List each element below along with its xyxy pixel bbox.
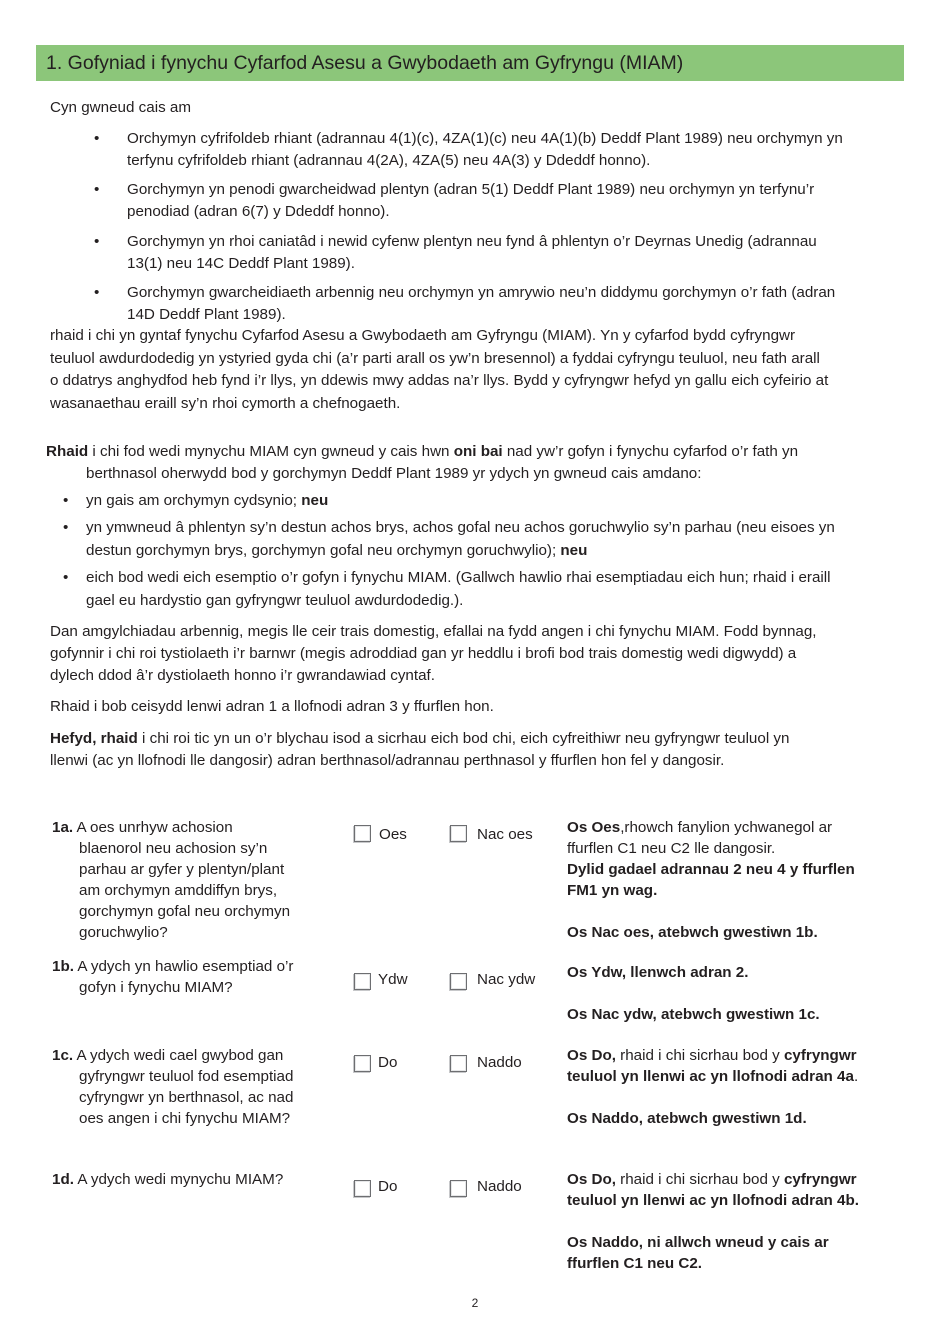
option-label: Oes <box>379 826 407 843</box>
bullet: • <box>63 519 69 536</box>
option-label: Nac oes <box>477 826 533 843</box>
checkbox-1b-yes[interactable] <box>354 973 371 990</box>
every-applicant-text: Rhaid i bob ceisydd lenwi adran 1 a llofnodi adran 3 y ffurflen hon. <box>50 698 494 715</box>
checkbox-1d-yes[interactable] <box>354 1180 371 1197</box>
checkbox-1d-no[interactable] <box>450 1180 467 1197</box>
list-item: yn gais am orchymyn cydsynio; neu <box>86 492 329 509</box>
miam-info-paragraph: rhaid i chi yn gyntaf fynychu Cyfarfod Asesu a Gwybodaeth am Gyfryngu (MIAM). Yn y cyfarfod bydd cyfryngwr teuluol awdurdodedig yn ystyried gyda chi (a’r parti arall os yw’n bresennol) a fyddai cyfryngu teuluol, neu fath arall o ddatrys anghydfod heb fynd i’r llys, yn ddewis mwy addas na’r llys. Bydd y cyfryngwr hefyd yn gallu eich cyfeirio at wasanaethau eraill sy’n rhoi cymorth a chefnogaeth. <box>50 327 829 412</box>
option-label: Ydw <box>378 971 408 988</box>
list-item: Gorchymyn gwarcheidiaeth arbennig neu orchymyn yn amrywio neu’n diddymu gorchymyn o’r fath (adran 14D Deddf Plant 1989). <box>127 284 836 323</box>
question-guidance: Os Do, rhaid i chi sicrhau bod y cyfryngwr teuluol yn llenwi ac yn llofnodi adran 4b. Os Naddo, ni allwch wneud y cais ar ffurflen C1 neu C2. <box>567 1171 859 1272</box>
intro-text: Cyn gwneud cais am <box>50 99 191 116</box>
question-text: 1a. A oes unrhyw achosion blaenorol neu achosion sy’n parhau ar gyfer y plentyn/plant am orchymyn amddiffyn brys, gorchymyn gofal neu orchymyn goruchwylio? <box>52 819 291 941</box>
option-label: Do <box>378 1178 398 1195</box>
bullet: • <box>63 569 69 586</box>
question-text: 1d. A ydych wedi mynychu MIAM? <box>52 1171 284 1188</box>
page-number: 2 <box>471 1296 479 1310</box>
question-text: 1b. A ydych yn hawlio esemptiad o’r gofyn i fynychu MIAM? <box>52 958 294 996</box>
option-label: Naddo <box>477 1178 522 1195</box>
question-guidance: Os Ydw, llenwch adran 2. Os Nac ydw, atebwch gwestiwn 1c. <box>567 964 820 1023</box>
bullet: • <box>94 284 100 301</box>
question-guidance: Os Do, rhaid i chi sicrhau bod y cyfryngwr teuluol yn llenwi ac yn llofnodi adran 4a. Os Naddo, atebwch gwestiwn 1d. <box>567 1047 859 1127</box>
list-item: Gorchymyn yn penodi gwarcheidwad plentyn (adran 5(1) Deddf Plant 1989) neu orchymyn yn terfynu’r penodiad (adran 6(7) y Ddeddf honno). <box>127 181 815 220</box>
checkbox-1a-no[interactable] <box>450 825 467 842</box>
checkbox-1c-yes[interactable] <box>354 1055 371 1072</box>
must-attend-paragraph: Rhaid i chi fod wedi mynychu MIAM cyn gwneud y cais hwn oni bai nad yw’r gofyn i fynychu cyfarfod o’r fath yn berthnasol oherwydd bod y gorchymyn Deddf Plant 1989 yr ydych yn gwneud cais amdano: <box>46 443 799 482</box>
option-label: Naddo <box>477 1054 522 1071</box>
section-title: 1. Gofyniad i fynychu Cyfarfod Asesu a Gwybodaeth am Gyfryngu (MIAM) <box>36 45 904 81</box>
special-circumstances-paragraph: Dan amgylchiadau arbennig, megis lle ceir trais domestig, efallai na fydd angen i chi fynychu MIAM. Fodd bynnag, gofynnir i chi roi tystiolaeth i’r barnwr (megis adroddiad gan yr heddlu i brofi bod trais domestig wedi digwydd) a dylech ddod â’r dystiolaeth honno i’r gwrandawiad cyntaf. <box>50 623 817 684</box>
question-text: 1c. A ydych wedi cael gwybod gan gyfryngwr teuluol fod esemptiad cyfryngwr yn berthnasol, ac nad oes angen i chi fynychu MIAM? <box>52 1047 294 1127</box>
bullet: • <box>94 233 100 250</box>
question-guidance: Os Oes,rhowch fanylion ychwanegol ar ffurflen C1 neu C2 lle dangosir. Dylid gadael adrannau 2 neu 4 y ffurflen FM1 yn wag. Os Nac oes, atebwch gwestiwn 1b. <box>567 819 855 941</box>
list-item: Orchymyn cyfrifoldeb rhiant (adrannau 4(1)(c), 4ZA(1)(c) neu 4A(1)(b) Deddf Plant 1989) neu orchymyn yn terfynu cyfrifoldeb rhiant (adrannau 4(2A), 4ZA(5) neu 4A(3) y Ddeddf honno). <box>127 130 843 169</box>
option-label: Do <box>378 1054 398 1071</box>
bullet: • <box>94 130 100 147</box>
checkbox-1c-no[interactable] <box>450 1055 467 1072</box>
list-item: Gorchymyn yn rhoi caniatâd i newid cyfenw plentyn neu fynd â phlentyn o’r Deyrnas Unedig (adrannau 13(1) neu 14C Deddf Plant 1989). <box>127 233 817 272</box>
checkbox-1b-no[interactable] <box>450 973 467 990</box>
list-item: yn ymwneud â phlentyn sy’n destun achos brys, achos gofal neu achos goruchwylio sy’n parhau (neu eisoes yn destun gorchymyn brys, gorchymyn gofal neu orchymyn goruchwylio); neu <box>86 519 835 559</box>
bullet: • <box>94 181 100 198</box>
option-label: Nac ydw <box>477 971 536 988</box>
checkbox-1a-yes[interactable] <box>354 825 371 842</box>
list-item: eich bod wedi eich esemptio o’r gofyn i fynychu MIAM. (Gallwch hawlio rhai esemptiadau eich hun; rhaid i eraill gael eu hardystio gan gyfryngwr teuluol awdurdodedig.). <box>86 569 831 609</box>
also-must-paragraph: Hefyd, rhaid i chi roi tic yn un o’r blychau isod a sicrhau eich bod chi, eich cyfreithiwr neu gyfryngwr teuluol yn llenwi (ac yn llofnodi lle dangosir) adran berthnasol/adrannau perthnasol y ffurflen hon fel y dangosir. <box>50 730 790 769</box>
bullet: • <box>63 492 69 509</box>
